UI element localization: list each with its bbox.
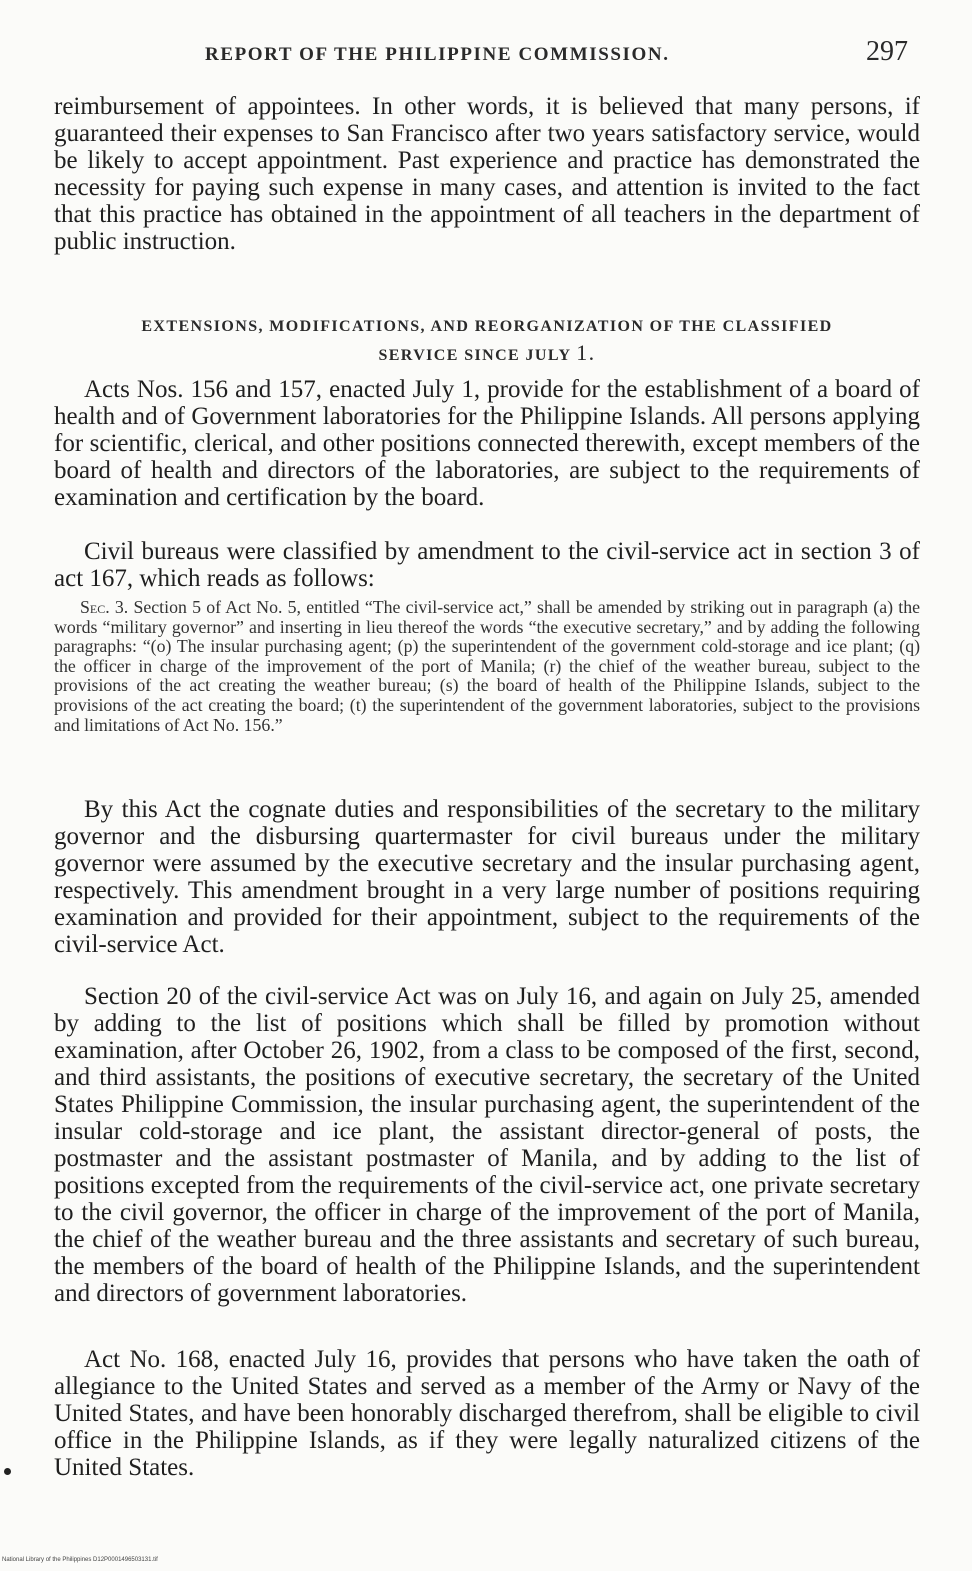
running-head: REPORT OF THE PHILIPPINE COMMISSION. (205, 44, 670, 65)
quoted-section-label: Sec. 3. (80, 597, 129, 617)
paragraph-reimbursement: reimbursement of appointees. In other words, it is believed that many persons, if guaranteed their expenses to San Francisco after two years satisfactory service, would be likely to accept appointment. Past experience and practice has demonstrated the necessity for paying such expense in many cases, and attention is invited to the fact that this practice has obtained in the appointment of all teachers in the department of public instruction. (54, 93, 920, 255)
section-heading-line2-text: SERVICE SINCE JULY (378, 347, 571, 364)
margin-mark (4, 1468, 11, 1475)
section-heading-line1: EXTENSIONS, MODIFICATIONS, AND REORGANIZATION OF THE CLASSIFIED (141, 318, 833, 335)
paragraph-acts-156-157: Acts Nos. 156 and 157, enacted July 1, provide for the establishment of a board of health and of Government laboratories for the Philippine Islands. All persons applying for scientific, clerical, and other positions connected therewith, except members of the board of health and directors of the laboratories, are subject to the requirements of examination and certification by the board. (54, 376, 920, 511)
section-heading (54, 314, 920, 369)
quoted-section-3 (54, 598, 920, 735)
scan-credit-footer: National Library of the Philippines D12P0001496503131.tif (2, 1557, 158, 1563)
quoted-section-body: Section 5 of Act No. 5, entitled “The civil-service act,” shall be amended by striking out in paragraph (a) the words “military governor” and inserting in lieu thereof the words “the executive secretary,” and by adding the following paragraphs: “(o) The insular purchasing agent; (p) the superintendent of the government cold-storage and ice plant; (q) the officer in charge of the improvement of the port of Manila; (r) the chief of the weather bureau, subject to the provisions of the act creating the weather bureau; (s) the board of health of the Philippine Islands, subject to the provisions of the act creating the board; (t) the superintendent of the government laboratories, subject to the provisions and limitations of Act No. 156.” (54, 597, 921, 735)
paragraph-civil-bureaus: Civil bureaus were classified by amendment to the civil-service act in section 3 of act 167, which reads as follows: (54, 538, 920, 592)
paragraph-act-168: Act No. 168, enacted July 16, provides that persons who have taken the oath of allegiance to the United States and served as a member of the Army or Navy of the United States, and have been honorably discharged therefrom, shall be eligible to civil office in the Philippine Islands, as if they were legally naturalized citizens of the United States. (54, 1346, 920, 1481)
section-heading-line2 (54, 340, 920, 369)
paragraph-cognate-duties: By this Act the cognate duties and responsibilities of the secretary to the military governor and the disbursing quartermaster for civil bureaus under the military governor were assumed by the executive secretary and the insular purchasing agent, respectively. This amendment brought in a very large number of positions requiring examination and provided for their appointment, subject to the requirements of the civil-service Act. (54, 796, 920, 958)
section-heading-number: 1. (576, 340, 596, 365)
paragraph-section-20: Section 20 of the civil-service Act was on July 16, and again on July 25, amended by adding to the list of positions which shall be filled by promotion without examination, after October 26, 1902, from a class to be composed of the first, second, and third assistants, the positions of executive secretary, the secretary of the United States Philippine Commission, the insular purchasing agent, the superintendent of the insular cold-storage and ice plant, the assistant director-general of posts, the postmaster and the assistant postmaster of Manila, and by adding to the list of positions excepted from the requirements of the civil-service act, one private secretary to the civil governor, the officer in charge of the improvement of the port of Manila, the chief of the weather bureau and the three assistants and secretary of such bureau, the members of the board of health of the Philippine Islands, and the superintendent and directors of government laboratories. (54, 983, 920, 1307)
page-number: 297 (866, 36, 908, 67)
